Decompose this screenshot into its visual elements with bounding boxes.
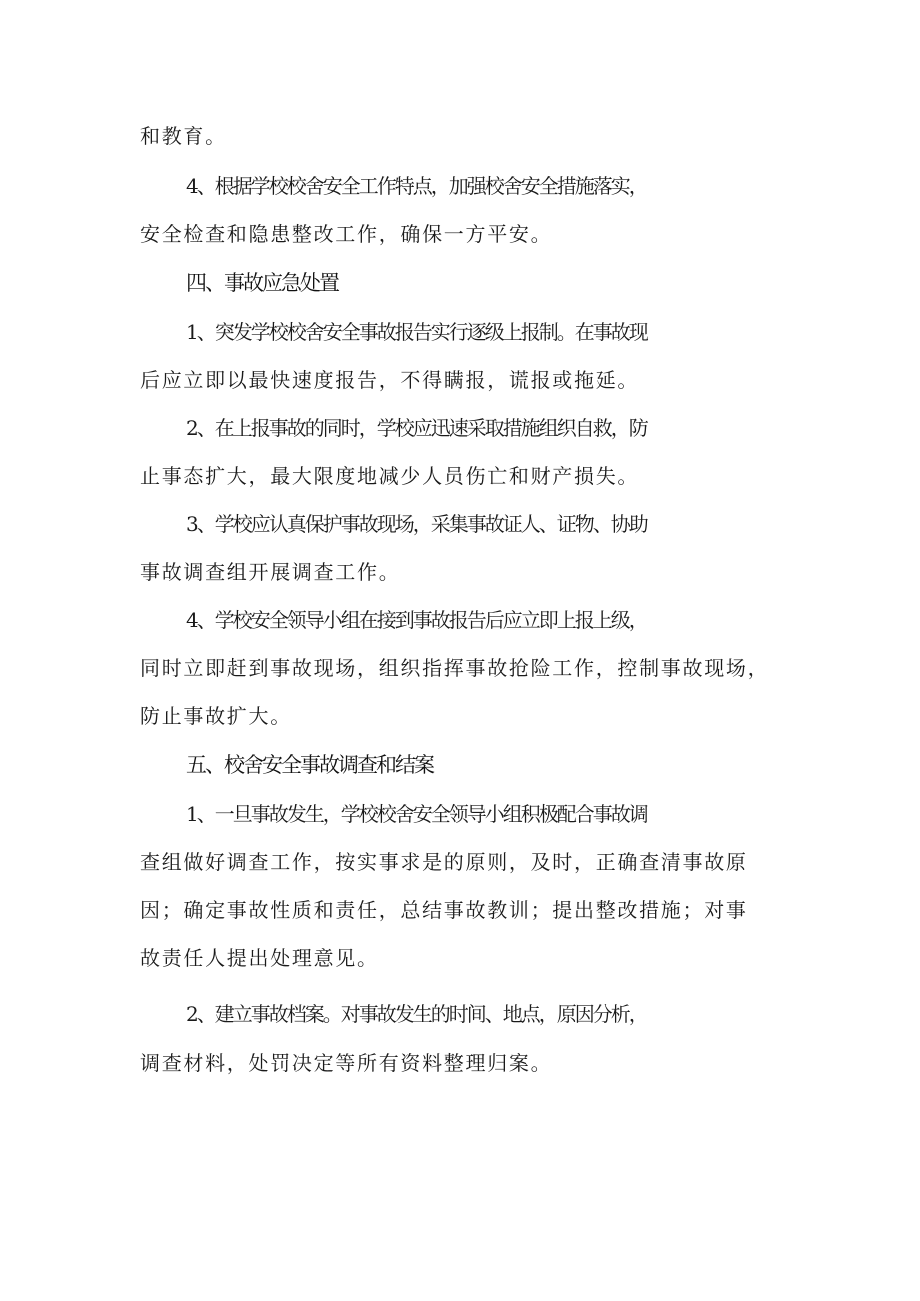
paragraph-line: 1、一旦事故发生，学校校舍安全领导小组积极配合事故调 bbox=[186, 802, 647, 826]
section-heading-5: 五、校舍安全事故调查和结案 bbox=[186, 753, 433, 777]
section-heading-4: 四、事故应急处置 bbox=[186, 271, 338, 295]
paragraph-line: 和教育。 bbox=[140, 124, 227, 148]
paragraph-line: 故责任人提出处理意见。 bbox=[140, 946, 379, 970]
paragraph-line: 2、建立事故档案。对事故发生的时间、地点，原因分析， bbox=[186, 1002, 647, 1026]
paragraph-line: 1、突发学校校舍安全事故报告实行逐级上报制。在事故现 bbox=[186, 320, 647, 344]
paragraph-line: 调查材料，处罚决定等所有资料整理归案。 bbox=[140, 1051, 553, 1075]
paragraph-line: 3、学校应认真保护事故现场，采集事故证人、证物、协助 bbox=[186, 512, 647, 536]
paragraph-line: 安全检查和隐患整改工作，确保一方平安。 bbox=[140, 222, 553, 246]
paragraph-line: 事故调查组开展调查工作。 bbox=[140, 560, 401, 584]
paragraph-line: 同时立即赶到事故现场，组织指挥事故抢险工作，控制事故现场， bbox=[140, 656, 770, 680]
paragraph-line: 止事态扩大，最大限度地减少人员伤亡和财产损失。 bbox=[140, 464, 640, 488]
paragraph-line: 查组做好调查工作，按实事求是的原则，及时，正确查清事故原 bbox=[140, 850, 748, 874]
paragraph-line: 4、根据学校校舍安全工作特点，加强校舍安全措施落实， bbox=[186, 174, 647, 198]
paragraph-line: 因；确定事故性质和责任，总结事故教训；提出整改措施；对事 bbox=[140, 898, 748, 922]
paragraph-line: 4、学校安全领导小组在接到事故报告后应立即上报上级， bbox=[186, 608, 647, 632]
paragraph-line: 2、在上报事故的同时，学校应迅速采取措施组织自救，防 bbox=[186, 416, 647, 440]
paragraph-line: 防止事故扩大。 bbox=[140, 704, 292, 728]
paragraph-line: 后应立即以最快速度报告，不得瞒报，谎报或拖延。 bbox=[140, 368, 640, 392]
